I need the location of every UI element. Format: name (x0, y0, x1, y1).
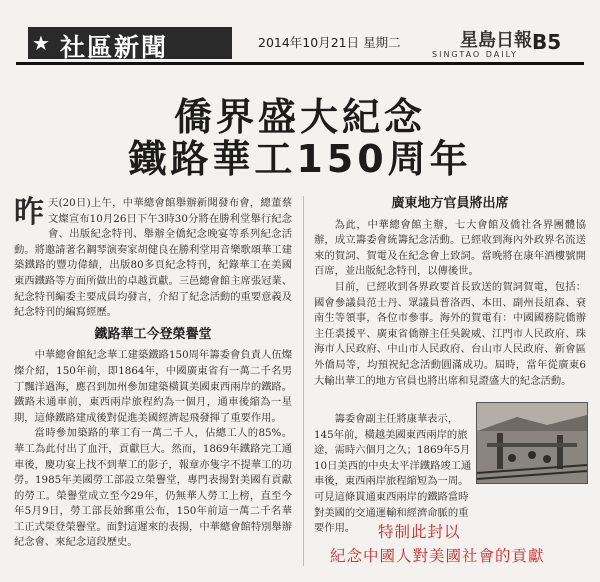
left-paragraph-2: 中華總會館紀念華工建築鐵路150周年籌委會負責人伍燦燦介紹，150年前，即1864年，中國廣東省有一萬二千名男丁飄洋過海，應召到加州參加建築橫貫美國東西兩岸的鐵路。鐵路未通車前，東西兩岸旅程約為一個月，通車後縮為一星期，這條鐵路建成後對促進美國經濟起飛發揮了重要作用。 (14, 349, 293, 424)
newspaper-name-en: SINGTAO DAILY (432, 50, 518, 59)
header-rule (16, 62, 584, 65)
right-paragraph-1: 為此，中華總會館主辦，七大會館及僑社各界團體協辦，成立籌委會統籌紀念活動。已經收到海內外政界名流送來的賀詞、賀電及在紀念會上致詞。當晚將在康年酒樓號開百席，並出版紀念特刊，以傳後世。 (314, 218, 586, 278)
right-paragraph-3 (314, 412, 472, 537)
right-column (314, 196, 586, 389)
left-column (14, 196, 292, 551)
historic-railway-photo (476, 402, 588, 484)
right-subhead: 廣東地方官員將出席 (391, 196, 509, 211)
lead-text: 天(20日)上午，中華總會館舉辦新聞發布會，總董蔡文燦宣布10月26日下午3時30分將在勝利堂舉行紀念會、出版紀念特刊、舉辦全僑紀念晚宴等系列紀念活動。將邀請著名鋼琴演奏家胡健良在勝利堂用音樂歌頌華工建築鐵路的豐功偉績，出版80多頁紀念特刊，紀錄華工在美國東西鐵路等方面所做出的卓越貢獻。三邑總會館主席張冠業、紀念特刊編委主要成員均發言，介紹了紀念活動的重要意義及紀念特刊的編寫經歷。 (14, 197, 293, 319)
red-note-line-1: 特制此封以 (378, 523, 461, 541)
page-number: B5 (532, 30, 562, 54)
star-icon: ★ (32, 31, 50, 55)
section-title: 社區新聞 (60, 33, 169, 62)
right-paragraph-3-text: 籌委會副主任將康華表示，145年前，橫越美國東西兩岸的旅途，需時六個月之久；1869年5月10日美西的中央太平洋鐵路竣工通車後，東西兩岸旅程縮短為一周。可見這條貫通東西兩岸的鐵路當時對美國的交通運輸和經濟命脈的重要作用。 (314, 413, 472, 535)
headline-line-1: 僑界盛大紀念 (173, 95, 426, 139)
drop-cap: 昨 (14, 195, 44, 230)
lead-paragraph (14, 196, 292, 321)
red-note-line-2: 紀念中國人對美國社會的貢獻 (330, 547, 545, 565)
section-banner (28, 27, 232, 62)
headline-line-2: 鐵路華工150周年 (128, 137, 472, 181)
issue-date: 2014年10月21日 星期二 (258, 35, 401, 50)
left-subhead: 鐵路華工今登榮譽堂 (94, 326, 212, 342)
right-paragraph-2: 目前，已經收到各界政要首長致送的賀詞賀電，包括：國會參議員范士丹、眾議員普洛西、本田、副州長紐森、衰南生等領事，各位市參事。海外的賀電有：中國國務院僑辦主任裘援平、廣東省僑辦主任吳銳威、江門市人民政府、珠海市人民政府、中山市人民政府、台山市人民政府、新會區外僑局等，均預祝紀念活動圓滿成功。屆時，當年從廣東6大輸出華工的地方官員也將出席和見證盛大的紀念活動。 (314, 280, 586, 387)
column-divider (303, 196, 304, 566)
newspaper-name: 星島日報 (460, 30, 532, 51)
left-paragraph-3: 當時參加築路的華工有一萬二千人，佔總工人的85%。華工為此付出了血汗，貢獻巨大。然而，1869年鐵路完工通車後，慶功宴上找不到華工的影子，報章亦隻字不提華工的功勞。1985年美國勞工部設立榮譽堂，專門表揚對美國有貢獻的勞工。榮譽堂成立至今29年，仍無華人勞工上榜，直至今年5月9日，勞工部長始郵重公布，150年前這一萬二千名華工正式榮登榮譽堂。面對這遲來的表揚，中華總會館特別舉辦紀念會、來紀念這段歷史。 (14, 427, 293, 549)
